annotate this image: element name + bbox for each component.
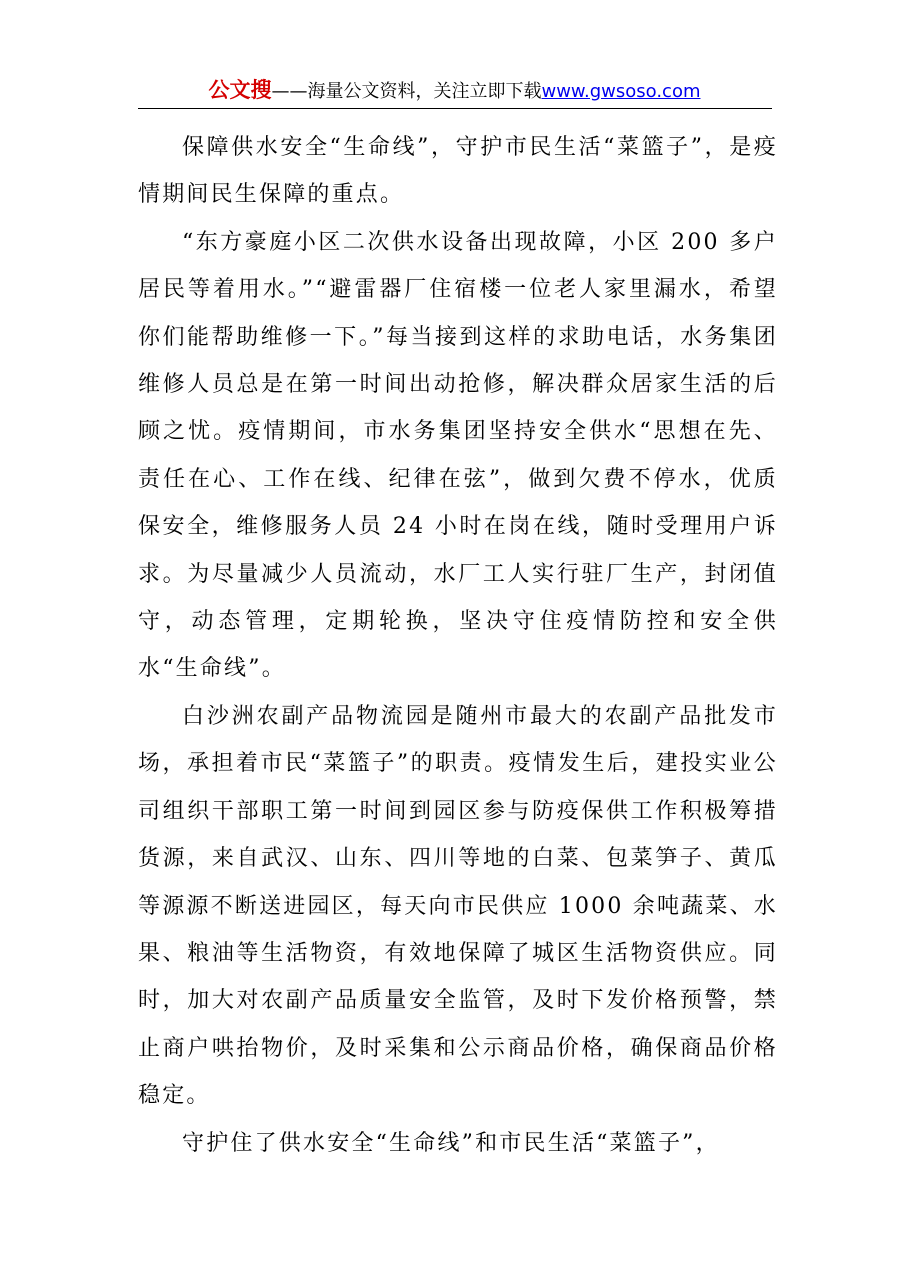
- brand-name: 公文搜: [208, 78, 272, 102]
- paragraph-3: 白沙洲农副产品物流园是随州市最大的农副产品批发市场，承担着市民“菜篮子”的职责。疫情发生后，建投实业公司组织干部职工第一时间到园区参与防疫保供工作积极筹措货源，来自武汉、山东、四川等地的白菜、包菜笋子、黄瓜等源源不断送进园区，每天向市民供应 1000 余吨蔬菜、水果、粮油等生活物资，有效地保障了城区生活物资供应。同时，加大对农副产品质量安全监管，及时下发价格预警，禁止商户哄抬物价，及时采集和公示商品价格，确保商品价格稳定。: [138, 703, 778, 1109]
- paragraph-2: “东方豪庭小区二次供水设备出现故障，小区 200 多户居民等着用水。”“避雷器厂住宿楼一位老人家里漏水，希望你们能帮助维修一下。”每当接到这样的求助电话，水务集团维修人员总是在第一时间出动抢修，解决群众居家生活的后顾之忧。疫情期间，市水务集团坚持安全供水“思想在先、责任在心、工作在线、纪律在弦”，做到欠费不停水，优质保安全，维修服务人员 24 小时在岗在线，随时受理用户诉求。为尽量减少人员流动，水厂工人实行驻厂生产，封闭值守，动态管理，定期轮换，坚决守住疫情防控和安全供水“生命线”。: [138, 229, 778, 682]
- header-divider: [138, 108, 772, 109]
- paragraph-1: 保障供水安全“生命线”，守护市民生活“菜篮子”，是疫情期间民生保障的重点。: [138, 135, 778, 208]
- page-header: [0, 78, 909, 104]
- website-link[interactable]: www.gwsoso.com: [541, 81, 701, 102]
- document-body: [138, 124, 778, 1167]
- paragraph-4: 守护住了供水安全“生命线”和市民生活“菜篮子”，: [182, 1130, 720, 1156]
- header-tagline: ——海量公文资料，关注立即下载: [271, 81, 542, 102]
